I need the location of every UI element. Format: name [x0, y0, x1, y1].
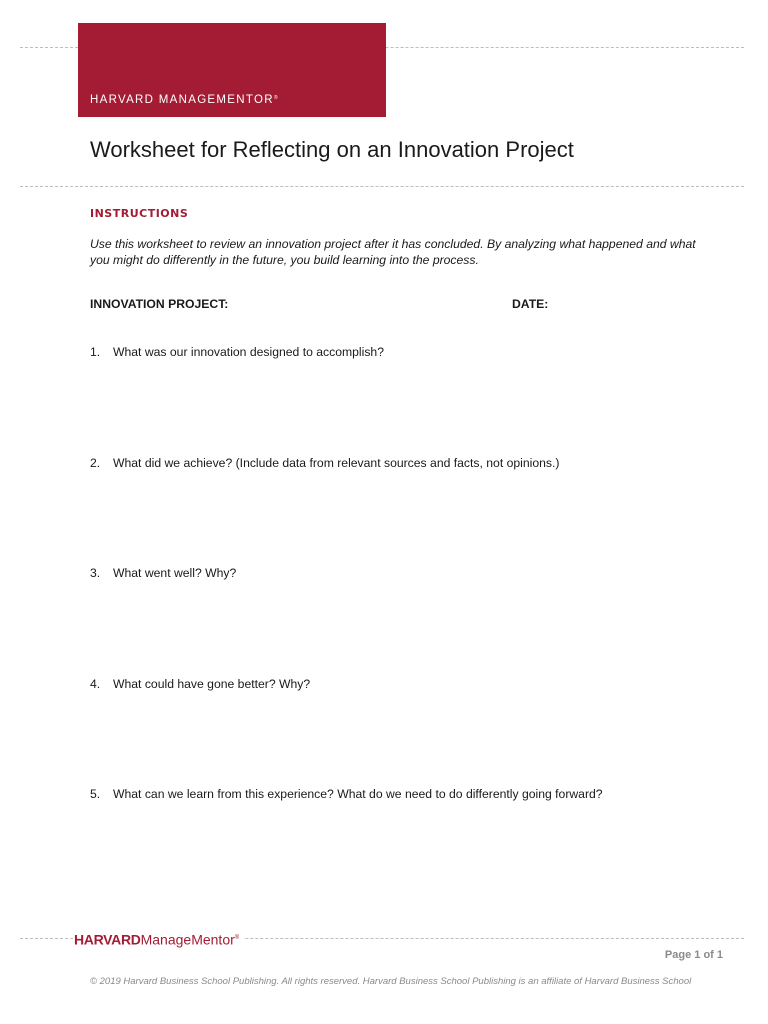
question-item — [90, 787, 603, 801]
footer-logo-harvard: HARVARD — [74, 931, 141, 948]
instructions-body: Use this worksheet to review an innovation project after it has concluded. By analyzing what happened and what you might do differently in the future, you build learning into the process. — [90, 237, 696, 267]
footer-logo — [74, 929, 243, 949]
question-text: What did we achieve? (Include data from relevant sources and facts, not opinions.) — [113, 456, 560, 470]
question-text: What can we learn from this experience? What do we need to do differently going forward? — [113, 787, 603, 801]
brand-banner-wordmark: HARVARD MANAGEMENTOR — [90, 94, 274, 106]
innovation-project-label: INNOVATION PROJECT: — [90, 297, 229, 311]
question-item — [90, 456, 559, 470]
question-text: What went well? Why? — [113, 566, 237, 580]
question-number: 3. — [90, 566, 101, 580]
question-text: What was our innovation designed to accomplish? — [113, 345, 384, 359]
copyright-notice: © 2019 Harvard Business School Publishing. All rights reserved. Harvard Business School Publishing is an affiliate of Harvard Business School — [90, 976, 692, 987]
page-number: Page 1 of 1 — [664, 949, 723, 961]
date-label: DATE: — [512, 297, 549, 311]
question-text: What could have gone better? Why? — [113, 677, 311, 691]
footer-registered-mark: ® — [234, 935, 240, 941]
instructions-heading: INSTRUCTIONS — [90, 207, 189, 220]
question-number: 4. — [90, 677, 101, 691]
registered-mark: ® — [273, 95, 278, 101]
title-divider — [20, 186, 744, 187]
brand-banner-logo — [90, 94, 278, 106]
page-title: Worksheet for Reflecting on an Innovation Project — [90, 137, 574, 162]
question-number: 5. — [90, 787, 101, 801]
question-item — [90, 566, 236, 580]
footer-logo-managementor: ManageMentor — [140, 931, 235, 948]
question-item — [90, 345, 384, 359]
question-number: 2. — [90, 456, 101, 470]
question-number: 1. — [90, 345, 101, 359]
brand-banner — [78, 23, 386, 117]
question-item — [90, 677, 310, 691]
